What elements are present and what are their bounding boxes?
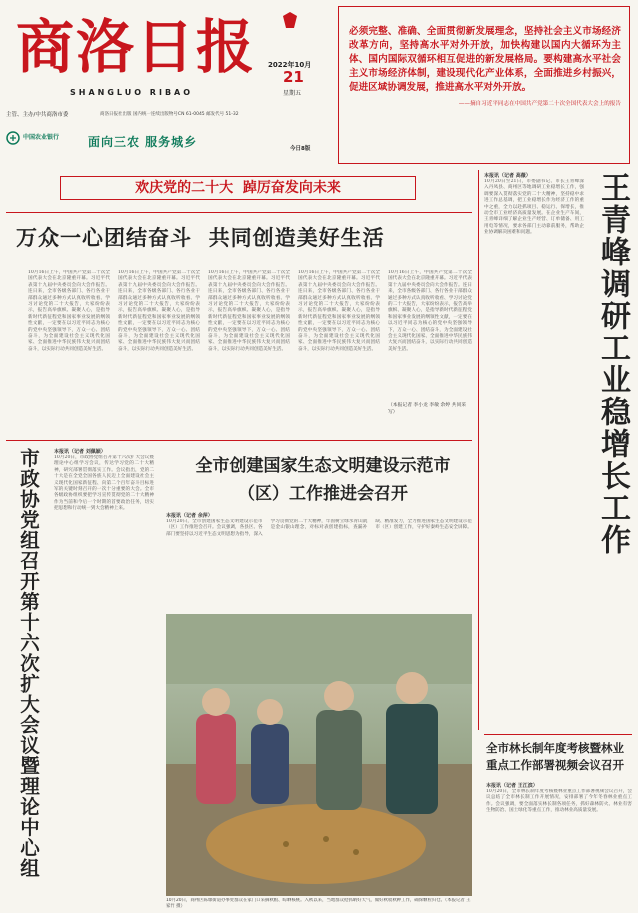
lead-body-col-1: 10月16日上午，中国共产党第二十次全国代表大会在北京隆重开幕。习近平代表第十九届中央委员会向大会作报告。连日来，全市各级各部门、各行各业干部群众通过多种方式认真收听收看、学习讨论党的二十大报告，大家纷纷表示，报告高举旗帜、凝聚人心，是指导新时代新征程党和国家事业发展的纲领性文献，一定要在以习近平同志为核心的党中央坚强领导下，万众一心、团结奋斗，为全面建设社会主义现代化国家、全面推进中华民族伟大复兴而团结奋斗，以实际行动共同创造美好生活。 [28,270,110,352]
bank-slogan: 面向三农 服务城乡 [88,135,198,149]
bank-name: 中国农业银行 [23,134,60,141]
quote-box [338,6,630,164]
conference-headline: 市政协党组召开第十六次扩大会议暨理论中心组 [17,448,40,879]
party-emblem-icon [280,10,300,32]
side-byline: 本报讯（记者 高薇） [484,173,531,179]
eco-byline: 本报讯（记者 余萍） [166,513,213,519]
side-headline: 王青峰调研工业稳增长工作 [595,172,630,556]
date-day: 21 [283,68,304,86]
eco-body [166,512,472,608]
celebration-banner [60,176,416,200]
lead-body-col-3: 10月16日上午，中国共产党第二十次全国代表大会在北京隆重开幕。习近平代表第十九届中央委员会向大会作报告。连日来，全市各级各部门、各行各业干部群众通过多种方式认真收听收看、学习讨论党的二十大报告，大家纷纷表示，报告高举旗帜、凝聚人心，是指导新时代新征程党和国家事业发展的纲领性文献，一定要在以习近平同志为核心的党中央坚强领导下，万众一心、团结奋斗，为全面建设社会主义现代化国家、全面推进中华民族伟大复兴而团结奋斗，以实际行动共同创造美好生活。 [208,270,290,352]
lead-body-col-2: 10月16日上午，中国共产党第二十次全国代表大会在北京隆重开幕。习近平代表第十九届中央委员会向大会作报告。连日来，全市各级各部门、各行各业干部群众通过多种方式认真收听收看、学习讨论党的二十大报告，大家纷纷表示，报告高举旗帜、凝聚人心，是指导新时代新征程党和国家事业发展的纲领性文献，一定要在以习近平同志为核心的党中央坚强领导下，万众一心、团结奋斗，为全面建设社会主义现代化国家、全面推进中华民族伟大复兴而团结奋斗，以实际行动共同创造美好生活。 [118,270,200,352]
forestry-body-text: 10月20日，全市林长制年度考核暨林业重点工作部署视频会议召开，会议总结了全市林长制工作开展情况，安排部署了今年冬春林业重点工作。会议强调，要全面落实林长制各项任务，抓好森林防火、林业有害生物防治、国土绿化等重点工作，推动林业高质量发展。 [486,789,632,814]
lead-credit: （本报记者 李小龙 李敏 余婷 共同采写） [388,403,467,415]
masthead-pinyin: SHANGLUO RIBAO [70,88,194,97]
conference-body-text: 10月20日，市政协党组召开第十六次扩大会议暨理论中心组学习会议，传达学习党的二十大精神，研究部署贯彻落实工作。会议指出，党的二十大是在全党全国各族人民迈上全面建设社会主义现代化国家新征程、向第二个百年奋斗目标进军的关键时刻召开的一次十分重要的大会。全市各级政协组织要把学习宣传贯彻党的二十大精神作为当前和今后一个时期的首要政治任务，切实把思想和行动统一到大会精神上来。 [54,455,154,512]
conference-body [54,448,154,910]
publication-meta: 商洛日报社出版 国内统一连续出版物号CN 61-0045 邮发代号 51-32 [100,112,239,117]
masthead-title: 商洛日报 [16,13,257,81]
forestry-body [486,782,632,910]
publisher-line: 主管、主办/中共商洛市委 [6,112,69,118]
date-line: 2022年10月 [268,61,312,69]
lead-body-col-4: 10月16日上午，中国共产党第二十次全国代表大会在北京隆重开幕。习近平代表第十九届中央委员会向大会作报告。连日来，全市各级各部门、各行各业干部群众通过多种方式认真收听收看、学习讨论党的二十大报告，大家纷纷表示，报告高举旗帜、凝聚人心，是指导新时代新征程党和国家事业发展的纲领性文献，一定要在以习近平同志为核心的党中央坚强领导下，万众一心、团结奋斗，为全面建设社会主义现代化国家、全面推进中华民族伟大复兴而团结奋斗，以实际行动共同创造美好生活。 [298,270,380,352]
lead-headline: 万众一心团结奋斗 共同创造美好生活 [16,226,385,250]
harvest-photo [166,614,472,896]
quote-text: 必须完整、准确、全面贯彻新发展理念，坚持社会主义市场经济改革方向，坚持高水平对外开放，加快构建以国内大循环为主体、国内国际双循环相互促进的新发展格局。要构建高水平社会主义市场经济体制，建设现代化产业体系，全面推进乡村振兴，促进区域协调发展，推进高水平对外开放。 [349,26,621,93]
date-weekday: 星期五 [283,90,302,97]
lead-body-col-5: 10月16日上午，中国共产党第二十次全国代表大会在北京隆重开幕。习近平代表第十九届中央委员会向大会作报告。连日来，全市各级各部门、各行各业干部群众通过多种方式认真收听收看、学习讨论党的二十大报告，大家纷纷表示，报告高举旗帜、凝聚人心，是指导新时代新征程党和国家事业发展的纲领性文献，一定要在以习近平同志为核心的党中央坚强领导下，万众一心、团结奋斗，为全面建设社会主义现代化国家、全面推进中华民族伟大复兴而团结奋斗，以实际行动共同创造美好生活。 [388,270,472,352]
banner-text: 欢庆党的二十大 踔厉奋发向未来 [135,180,341,196]
bank-logo [6,130,66,146]
side-body [484,172,584,712]
photo-caption: 10月20日，商州区陈塬街道办事处群众在家门口采摘秋粮、晾晒核桃。入秋以来，当地群众抢抓晴好天气，做好秋收秋种工作，确保颗粒归仓。（本报记者 王家竹 摄） [166,898,471,909]
conference-byline: 本报讯（记者 刘佩颖） [54,449,106,455]
eco-headline: 全市创建国家生态文明建设示范市（区）工作推进会召开 [195,456,451,504]
quote-source: ——摘自习近平同志在中国共产党第二十次全国代表大会上的报告 [458,101,621,107]
side-body-text: 10月20日至21日，市委副书记、市长王青峰深入丹凤县、商州区等地调研工业稳增长工作，强调要深入贯彻落实党的二十大精神，坚持稳中求进工作总基调，把工业稳增长作为经济工作的重中之重，全力以赴抓项目、稳运行、保增长，推动全市工业经济高质量发展。在企业生产车间，王青峰详细了解企业生产经营、订单储备、用工用电等情况，要求各部门主动靠前服务，帮助企业协调解决困难和问题。 [484,179,584,236]
edition-label: 今日8版 [290,146,311,152]
forestry-headline: 全市林长制年度考核暨林业重点工作部署视频会议召开 [486,741,624,772]
forestry-byline: 本报讯（记者 王江滨） [486,783,538,789]
eco-body-text: 10月20日，全市创建国家生态文明建设示范市（区）工作推进会召开。会议强调，各县区、各部门要坚持以习近平生态文明思想为指导，深入学习贯彻党的二十大精神，牢固树立绿水青山就是金山银山理念，对标对表创建指标，查漏补缺、精准发力，全力推进国家生态文明建设示范市（区）创建工作，守护好秦岭生态安全屏障。 [166,519,472,537]
